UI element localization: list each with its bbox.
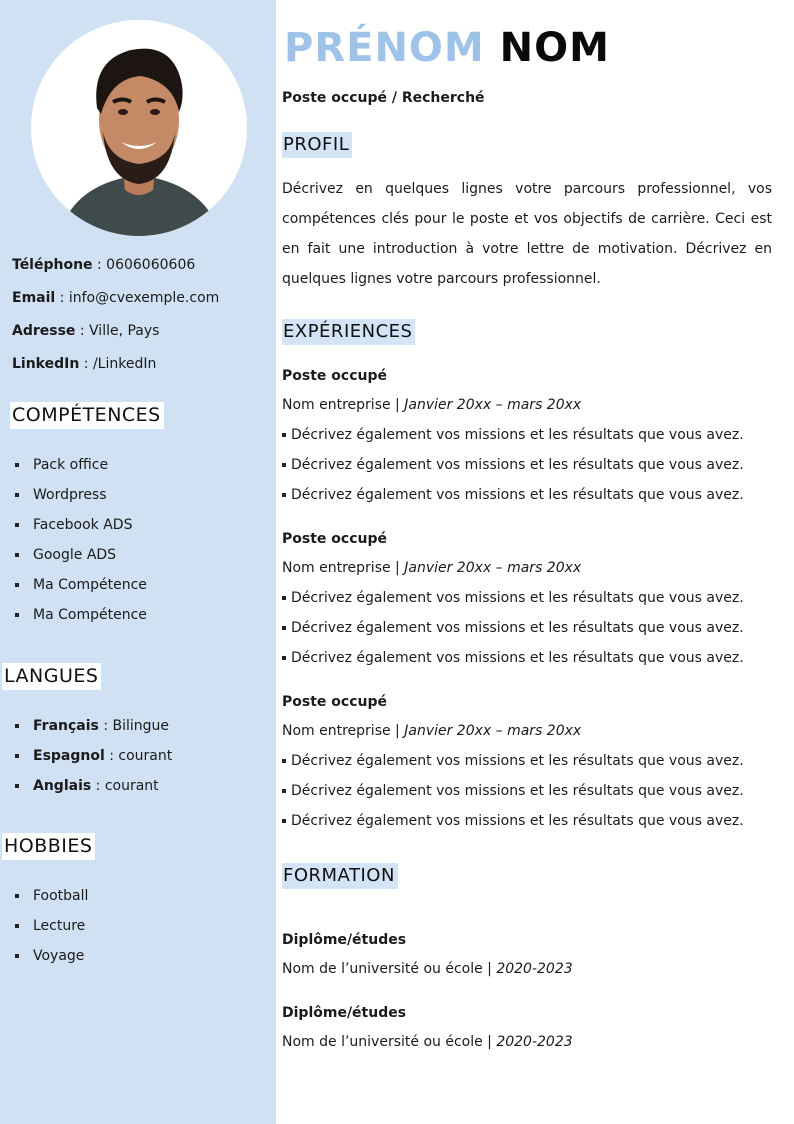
hobbies-list xyxy=(12,886,88,976)
avatar-illustration xyxy=(31,20,247,236)
experience-entry xyxy=(282,362,772,510)
experience-mission: Décrivez également vos missions et les résultats que vous avez. xyxy=(282,806,772,836)
hobby-item: Lecture xyxy=(12,916,88,946)
language-item: Espagnol : courant xyxy=(12,746,172,776)
education-school: Nom de l’université ou école | 2020-2023 xyxy=(282,1034,573,1050)
skill-item: Wordpress xyxy=(12,485,147,515)
skill-item: Google ADS xyxy=(12,545,147,575)
experience-company: Nom entreprise | Janvier 20xx – mars 20xx xyxy=(282,560,582,576)
language-item: Français : Bilingue xyxy=(12,716,172,746)
experience-mission: Décrivez également vos missions et les résultats que vous avez. xyxy=(282,480,772,510)
profile-photo xyxy=(31,20,247,236)
language-item: Anglais : courant xyxy=(12,776,172,806)
experience-mission: Décrivez également vos missions et les résultats que vous avez. xyxy=(282,643,772,673)
experience-entry xyxy=(282,688,772,836)
experience-mission: Décrivez également vos missions et les résultats que vous avez. xyxy=(282,746,772,776)
first-name: PRÉNOM xyxy=(284,25,485,71)
contact-list xyxy=(12,254,219,386)
job-title: Poste occupé / Recherché xyxy=(282,90,485,106)
languages-list xyxy=(12,716,172,806)
experience-mission: Décrivez également vos missions et les résultats que vous avez. xyxy=(282,450,772,480)
hobby-item: Football xyxy=(12,886,88,916)
profile-text: Décrivez en quelques lignes votre parcours professionnel, vos compétences clés pour le poste et vos objectifs de carrière. Ceci est en fait une introduction à votre lettre de motivation. Décrivez en quelques lignes votre parcours professionnel. xyxy=(282,181,772,287)
education-entry xyxy=(282,999,772,1057)
skill-item: Facebook ADS xyxy=(12,515,147,545)
skill-item: Ma Compétence xyxy=(12,575,147,605)
education-school: Nom de l’université ou école | 2020-2023 xyxy=(282,961,573,977)
contact-linkedin: LinkedIn : /LinkedIn xyxy=(12,356,157,372)
hobby-item: Voyage xyxy=(12,946,88,976)
experience-mission: Décrivez également vos missions et les résultats que vous avez. xyxy=(282,613,772,643)
education-heading: FORMATION xyxy=(282,863,398,889)
experience-title: Poste occupé xyxy=(282,694,387,710)
education-entry xyxy=(282,926,772,984)
skill-item: Ma Compétence xyxy=(12,605,147,635)
education-degree: Diplôme/études xyxy=(282,932,407,948)
hobbies-heading: HOBBIES xyxy=(2,833,95,860)
experience-title: Poste occupé xyxy=(282,368,387,384)
experience-company: Nom entreprise | Janvier 20xx – mars 20xx xyxy=(282,723,582,739)
languages-heading: LANGUES xyxy=(2,663,101,690)
experiences-heading: EXPÉRIENCES xyxy=(282,319,415,345)
experience-mission: Décrivez également vos missions et les résultats que vous avez. xyxy=(282,583,772,613)
skills-heading: COMPÉTENCES xyxy=(10,402,164,429)
full-name xyxy=(284,24,610,72)
experience-mission: Décrivez également vos missions et les résultats que vous avez. xyxy=(282,420,772,450)
experience-mission: Décrivez également vos missions et les résultats que vous avez. xyxy=(282,776,772,806)
contact-email: Email : info@cvexemple.com xyxy=(12,290,220,306)
last-name: NOM xyxy=(499,25,610,71)
sidebar xyxy=(0,0,276,1124)
skills-list xyxy=(12,455,147,635)
contact-phone: Téléphone : 0606060606 xyxy=(12,257,196,273)
education-degree: Diplôme/études xyxy=(282,1005,407,1021)
profile-heading: PROFIL xyxy=(282,132,352,158)
experience-entry xyxy=(282,525,772,673)
experience-company: Nom entreprise | Janvier 20xx – mars 20xx xyxy=(282,397,582,413)
skill-item: Pack office xyxy=(12,455,147,485)
contact-address: Adresse : Ville, Pays xyxy=(12,323,160,339)
experience-title: Poste occupé xyxy=(282,531,387,547)
